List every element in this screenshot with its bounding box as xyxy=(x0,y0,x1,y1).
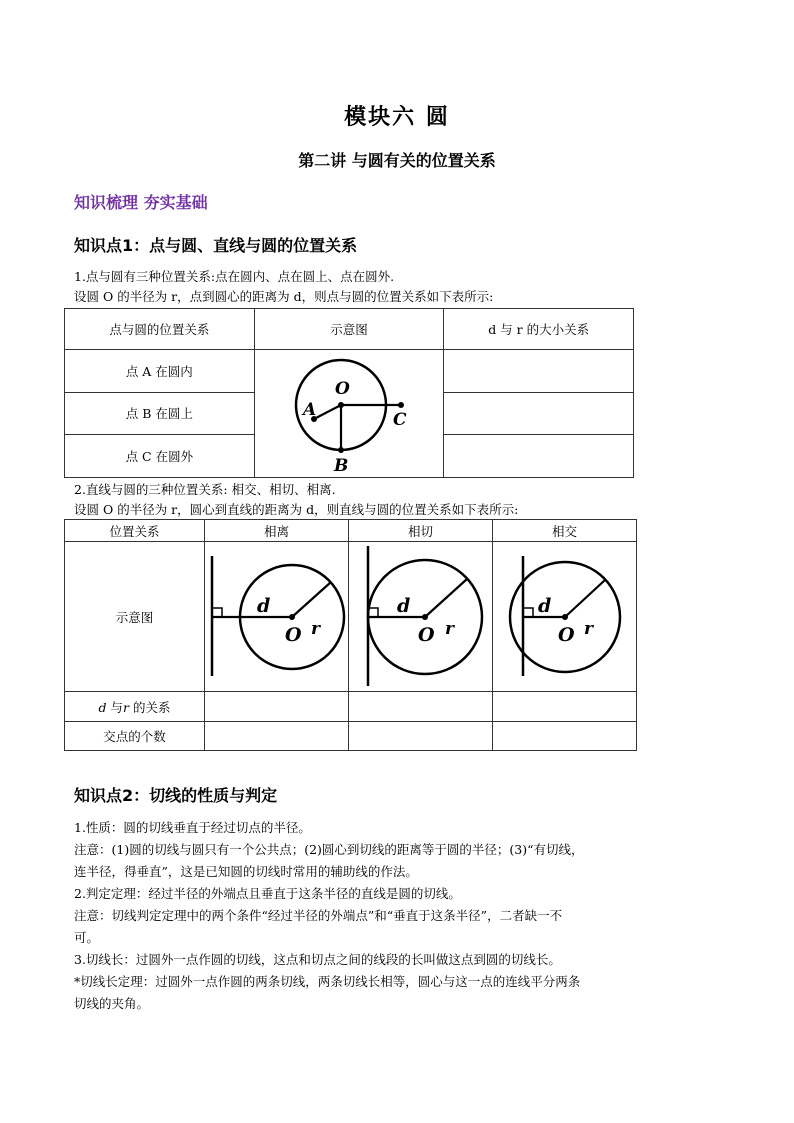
label-d: d xyxy=(397,595,411,617)
page-subtitle: 第二讲 与圆有关的位置关系 xyxy=(298,151,496,170)
label-C: C xyxy=(392,410,407,430)
label-r: r xyxy=(584,619,593,639)
label-r: r xyxy=(311,619,320,639)
separate-diagram-cell xyxy=(205,542,349,692)
radius-segment xyxy=(565,580,605,617)
kp2-line-9: 切线的夹角。 xyxy=(74,996,150,1011)
relation-text-end: 的关系 xyxy=(129,699,171,715)
line-circle-table xyxy=(64,519,637,751)
table-header-row xyxy=(65,309,634,350)
center-point xyxy=(562,614,568,620)
kp2-line-2: 注意：(1)圆的切线与圆只有一个公共点；(2)圆心到切线的距离等于圆的半径；(3)“有切线， xyxy=(74,842,584,857)
intersect-diagram-cell xyxy=(493,542,637,692)
table-header-cell: 位置关系 xyxy=(65,520,205,542)
point-circle-table xyxy=(64,308,634,478)
kp2-line-5: 注意：切线判定定理中的两个条件“经过半径的外端点”和“垂直于这条半径”，二者缺一不 xyxy=(74,908,563,923)
radius-segment xyxy=(292,582,331,617)
table-header-row xyxy=(65,520,637,542)
table-header-cell: 相交 xyxy=(493,520,637,542)
label-O: O xyxy=(334,379,350,399)
table-cell-empty xyxy=(444,435,634,478)
point-B xyxy=(338,447,344,453)
table-row xyxy=(65,350,634,393)
center-point xyxy=(422,614,428,620)
table-header-cell: 相切 xyxy=(349,520,493,542)
right-angle-mark xyxy=(523,608,533,617)
point-circle-diagram-cell xyxy=(254,350,444,478)
kp2-line-3: 连半径，得垂直”，这是已知圆的切线时常用的辅助线的作法。 xyxy=(74,864,418,879)
kp1-line-4: 设圆 O 的半径为 r，圆心到直线的距离为 d，则直线与圆的位置关系如下表所示: xyxy=(74,502,519,517)
kp2-line-7: 3.切线长：过圆外一点作圆的切线，这点和切点之间的线段的长叫做这点到圆的切线长。 xyxy=(74,952,561,967)
table-cell-empty xyxy=(205,722,349,751)
table-cell xyxy=(65,692,205,722)
var-d: d xyxy=(98,699,107,715)
kp2-line-6: 可。 xyxy=(74,930,100,945)
page-title: 模块六 圆 xyxy=(344,104,450,130)
center-point xyxy=(289,614,295,620)
tangent-diagram-cell xyxy=(349,542,493,692)
right-angle-mark xyxy=(212,608,222,617)
kp2-line-4: 2.判定定理：经过半径的外端点且垂直于这条半径的直线是圆的切线。 xyxy=(74,886,461,901)
segment-OA xyxy=(314,405,341,419)
table-cell: 点 A 在圆内 xyxy=(65,350,255,393)
section-heading: 知识梳理 夯实基础 xyxy=(74,193,208,212)
table-cell-empty xyxy=(444,350,634,393)
point-C xyxy=(398,402,404,408)
point-O xyxy=(338,402,344,408)
label-O: O xyxy=(285,624,302,646)
table-header-cell: 点与圆的位置关系 xyxy=(65,309,255,350)
var-r: r xyxy=(123,699,129,715)
table-row xyxy=(65,692,637,722)
label-O: O xyxy=(558,624,575,646)
radius-segment xyxy=(425,579,467,617)
kp2-line-8: *切线长定理：过圆外一点作圆的两条切线，两条切线长相等，圆心与这一点的连线平分两条 xyxy=(74,974,581,989)
table-header-cell: d 与 r 的大小关系 xyxy=(444,309,634,350)
label-d: d xyxy=(538,595,552,617)
kp1-line-2: 设圆 O 的半径为 r，点到圆心的距离为 d，则点与圆的位置关系如下表所示: xyxy=(74,289,494,304)
label-O: O xyxy=(418,624,435,646)
table-cell-empty xyxy=(205,692,349,722)
kp1-line-1: 1.点与圆有三种位置关系:点在圆内、点在圆上、点在圆外. xyxy=(74,269,395,284)
label-B: B xyxy=(333,456,349,474)
kp2-line-1: 1.性质：圆的切线垂直于经过切点的半径。 xyxy=(74,820,311,835)
table-cell-empty xyxy=(444,392,634,435)
table-cell-empty xyxy=(349,722,493,751)
table-cell-empty xyxy=(493,722,637,751)
kp1-line-3: 2.直线与圆的三种位置关系: 相交、相切、相离. xyxy=(74,482,336,497)
line-intersect-diagram xyxy=(493,542,636,688)
knowledge-point-2-heading: 知识点2：切线的性质与判定 xyxy=(74,786,278,805)
label-A: A xyxy=(302,400,317,420)
point-circle-diagram xyxy=(255,350,443,474)
table-cell: 点 B 在圆上 xyxy=(65,392,255,435)
table-cell: 交点的个数 xyxy=(65,722,205,751)
table-cell-empty xyxy=(349,692,493,722)
table-row xyxy=(65,542,637,692)
table-cell: 点 C 在圆外 xyxy=(65,435,255,478)
label-d: d xyxy=(257,595,271,617)
knowledge-point-1-heading: 知识点1：点与圆、直线与圆的位置关系 xyxy=(74,236,358,255)
table-cell: 示意图 xyxy=(65,542,205,692)
line-tangent-diagram xyxy=(349,542,492,688)
label-r: r xyxy=(445,619,454,639)
line-separate-diagram xyxy=(205,542,348,688)
table-row xyxy=(65,722,637,751)
table-header-cell: 相离 xyxy=(205,520,349,542)
table-header-cell: 示意图 xyxy=(254,309,444,350)
relation-text-mid: 与 xyxy=(106,699,124,715)
table-cell-empty xyxy=(493,692,637,722)
